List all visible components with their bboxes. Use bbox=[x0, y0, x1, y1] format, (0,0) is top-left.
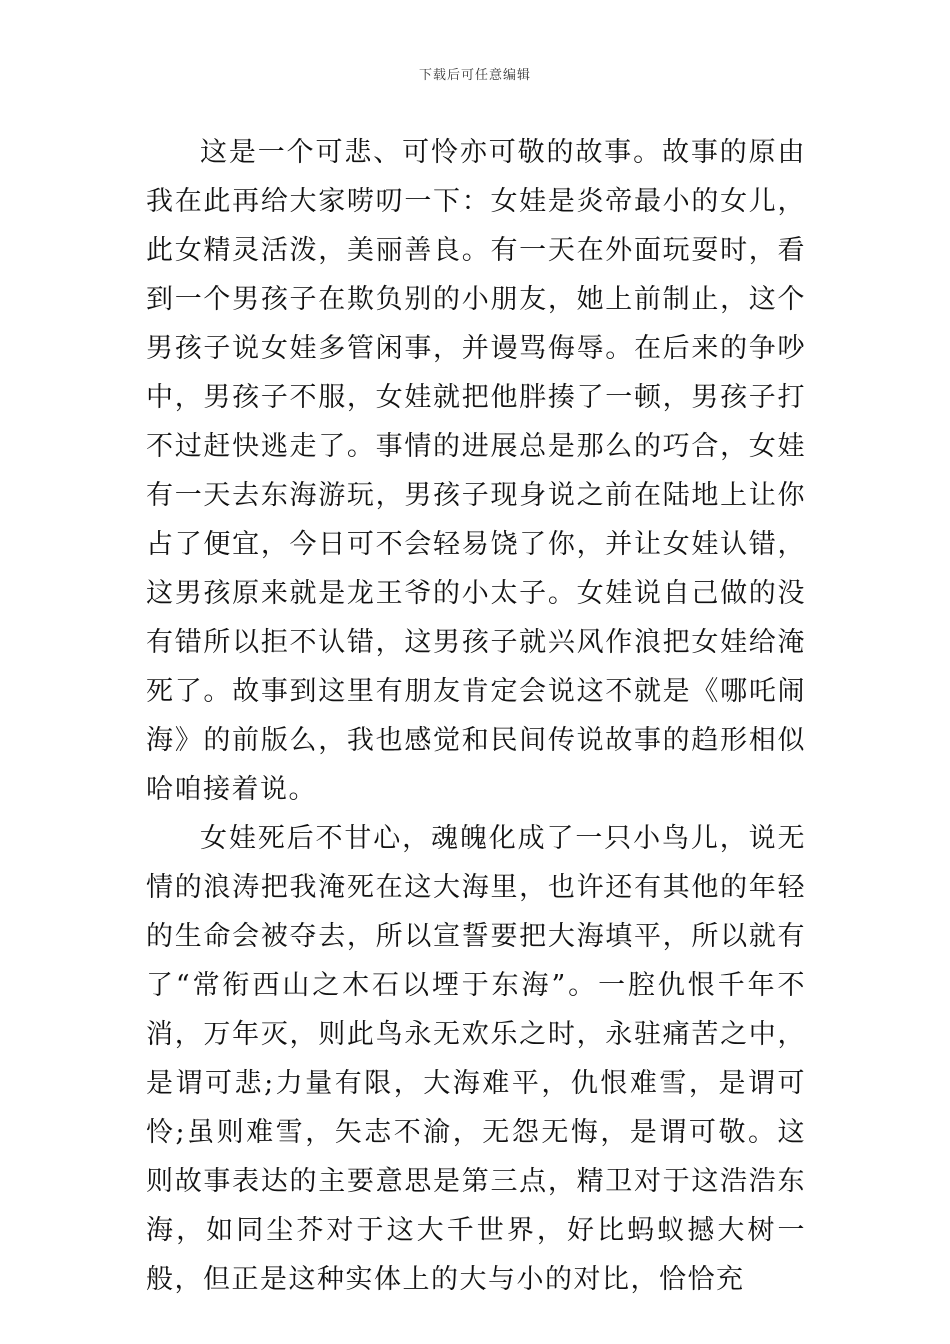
paragraph-1: 这是一个可悲、可怜亦可敬的故事。故事的原由我在此再给大家唠叨一下：女娃是炎帝最小的女儿，此女精灵活泼，美丽善良。有一天在外面玩耍时，看到一个男孩子在欺负别的小朋友，她上前制止，这个男孩子说女娃多管闲事，并谩骂侮辱。在后来的争吵中，男孩子不服，女娃就把他胖揍了一顿，男孩子打不过赶快逃走了。事情的进展总是那么的巧合，女娃有一天去东海游玩，男孩子现身说之前在陆地上让你占了便宜，今日可不会轻易饶了你，并让女娃认错，这男孩原来就是龙王爷的小太子。女娃说自己做的没有错所以拒不认错，这男孩子就兴风作浪把女娃给淹死了。故事到这里有朋友肯定会说这不就是《哪吒闹海》的前版么，我也感觉和民间传说故事的趋形相似哈咱接着说。 bbox=[146, 137, 806, 805]
document-body bbox=[146, 128, 806, 1304]
page-header: 下载后可任意编辑 bbox=[418, 68, 531, 83]
paragraph-2: 女娃死后不甘心，魂魄化成了一只小鸟儿，说无情的浪涛把我淹死在这大海里，也许还有其他的年轻的生命会被夺去，所以宣誓要把大海填平，所以就有了“常衔西山之木石以堙于东海”。一腔仇恨千年不消，万年灭，则此鸟永无欢乐之时，永驻痛苦之中，是谓可悲;力量有限，大海难平，仇恨难雪，是谓可怜;虽则难雪，矢志不渝，无怨无悔，是谓可敬。这则故事表达的主要意思是第三点，精卫对于这浩浩东海，如同尘芥对于这大千世界，好比蚂蚁撼大树一般，但正是这种实体上的大与小的对比，恰恰充 bbox=[146, 823, 806, 1295]
